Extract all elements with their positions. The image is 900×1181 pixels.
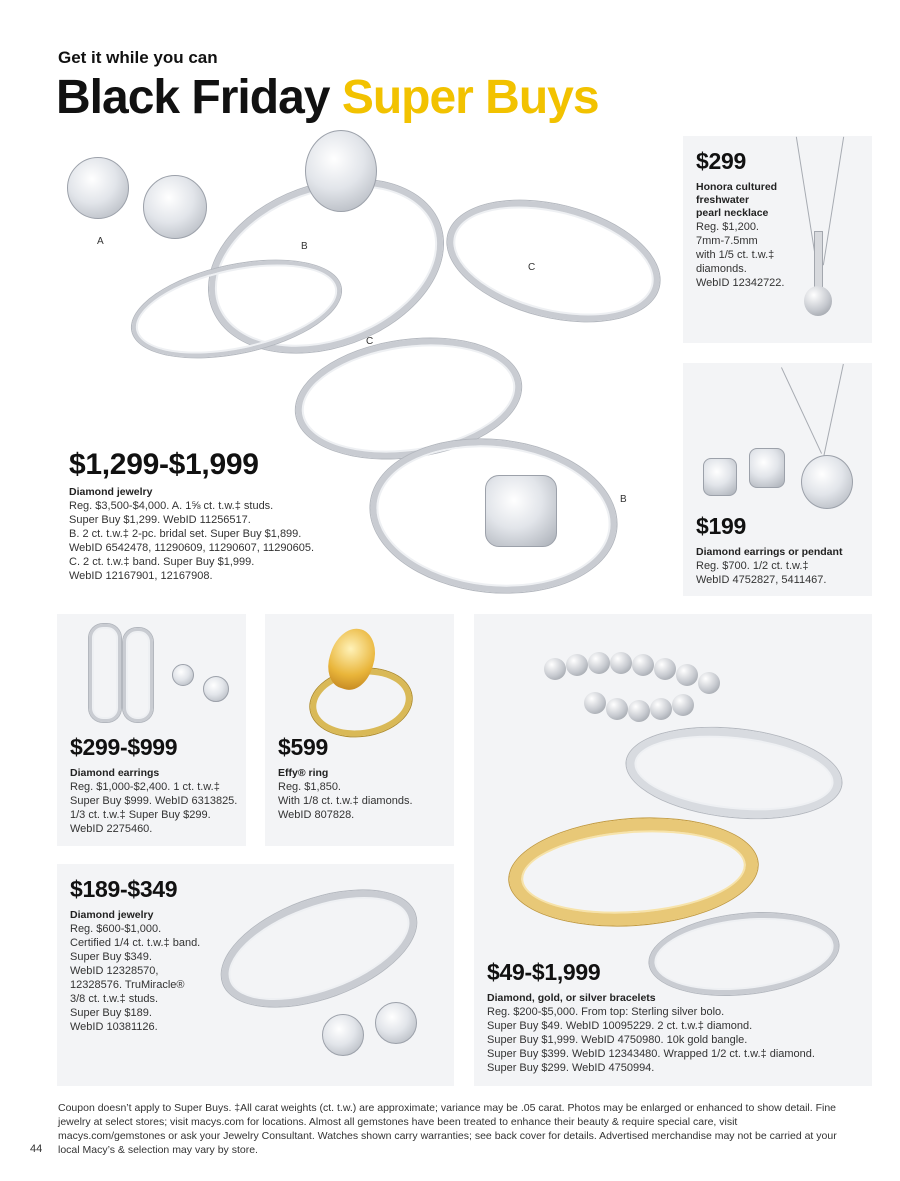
footer-disclaimer: Coupon doesn’t apply to Super Buys. ‡All carat weights (ct. t.w.) are approximate; variance may be .05 carat. Photos may be enlarged or enhanced to show detail. Fine jewelry at select stores; visit macys.com for locations. Almost all gemstones have been treated to enhance their beauty & require special care, visit macys.com/gemstones or ask your Jewelry Consultant. Watches shown carry warranties; see back cover for details. Advertised merchandise may not be carried at your local Macy’s & selection may vary by store. bbox=[58, 1102, 837, 1156]
diamond-jewelry-line: WebID 10381126. bbox=[70, 1021, 158, 1033]
earrings-pendant-panel bbox=[683, 363, 872, 596]
necklace-price: $299 bbox=[696, 148, 746, 174]
effy-ring-panel bbox=[265, 614, 454, 846]
pendant-chain-left bbox=[781, 367, 822, 454]
earrings-pendant-line: WebID 4752827, 5411467. bbox=[696, 574, 827, 586]
stud-earring-left bbox=[67, 157, 129, 219]
bracelets-line: Super Buy $299. WebID 4750994. bbox=[487, 1062, 655, 1074]
cluster-stud-right bbox=[203, 676, 229, 702]
hero-offer bbox=[69, 448, 389, 583]
effy-ring-line: WebID 807828. bbox=[278, 809, 355, 821]
diamond-earrings-line: Reg. $1,000-$2,400. 1 ct. t.w.‡ bbox=[70, 781, 220, 793]
effy-ring-offer bbox=[278, 734, 453, 822]
necklace-panel bbox=[683, 136, 872, 343]
diamond-jewelry-offer bbox=[70, 876, 220, 1034]
gold-bangle bbox=[506, 810, 762, 933]
pearl-bolo-bracelet bbox=[544, 644, 744, 724]
label-a: A bbox=[97, 236, 104, 247]
necklace-line: diamonds. bbox=[696, 263, 747, 275]
necklace-name-line: freshwater bbox=[696, 194, 750, 206]
hero-line: Super Buy $1,299. WebID 11256517. bbox=[69, 514, 251, 526]
necklace-chain-right bbox=[823, 137, 844, 266]
diamond-jewelry-price: $189-$349 bbox=[70, 876, 178, 902]
earrings-pendant-price: $199 bbox=[696, 513, 746, 539]
diamond-jewelry-line: Reg. $600-$1,000. bbox=[70, 923, 162, 935]
effy-ring-name: Effy® ring bbox=[278, 767, 329, 779]
eternity-band-upper bbox=[435, 180, 673, 341]
hero-line: WebID 12167901, 12167908. bbox=[69, 570, 213, 582]
bracelets-line: Super Buy $49. WebID 10095229. 2 ct. t.w.‡ diamond. bbox=[487, 1020, 753, 1032]
bracelets-name: Diamond, gold, or silver bracelets bbox=[487, 992, 656, 1004]
diamond-earrings-line: Super Buy $999. WebID 6313825. bbox=[70, 795, 238, 807]
hero-line: WebID 6542478, 11290609, 11290607, 11290605. bbox=[69, 542, 315, 554]
halo-earring-left bbox=[703, 458, 737, 496]
trumiracle-stud-left bbox=[322, 1014, 364, 1056]
bracelets-line: Super Buy $1,999. WebID 4750980. 10k gold bangle. bbox=[487, 1034, 748, 1046]
hero-line: B. 2 ct. t.w.‡ 2-pc. bridal set. Super Buy $1,899. bbox=[69, 528, 302, 540]
effy-ring-line: With 1/8 ct. t.w.‡ diamonds. bbox=[278, 795, 413, 807]
bracelets-line: Super Buy $399. WebID 12343480. Wrapped 1/2 ct. t.w.‡ diamond. bbox=[487, 1048, 815, 1060]
necklace-line: with 1/5 ct. t.w.‡ bbox=[696, 249, 775, 261]
halo-pendant bbox=[801, 455, 853, 509]
label-b-lower: B bbox=[620, 494, 627, 505]
diamond-tennis-bracelet bbox=[622, 718, 846, 828]
diamond-jewelry-name: Diamond jewelry bbox=[70, 909, 154, 921]
diamond-jewelry-line: Certified 1/4 ct. t.w.‡ band. bbox=[70, 937, 201, 949]
necklace-line: 7mm-7.5mm bbox=[696, 235, 758, 247]
effy-ring-price: $599 bbox=[278, 734, 328, 760]
earrings-pendant-offer bbox=[696, 513, 871, 587]
diamond-jewelry-line: Super Buy $189. bbox=[70, 1007, 152, 1019]
necklace-name-line: pearl necklace bbox=[696, 207, 769, 219]
diamond-jewelry-line: WebID 12328570, bbox=[70, 965, 159, 977]
diamond-jewelry-line: 3/8 ct. t.w.‡ studs. bbox=[70, 993, 159, 1005]
diamond-earrings-panel bbox=[57, 614, 246, 846]
necklace-name-line: Honora cultured bbox=[696, 181, 778, 193]
necklace-bar bbox=[814, 231, 823, 288]
diamond-jewelry-line: Super Buy $349. bbox=[70, 951, 152, 963]
bracelets-line: Reg. $200-$5,000. From top: Sterling silver bolo. bbox=[487, 1006, 725, 1018]
diamond-jewelry-panel bbox=[57, 864, 454, 1086]
label-b-top: B bbox=[301, 241, 308, 252]
earrings-pendant-name: Diamond earrings or pendant bbox=[696, 546, 843, 558]
necklace-offer bbox=[696, 148, 801, 290]
headline-part1: Black Friday bbox=[56, 71, 330, 124]
label-c-middle: C bbox=[366, 336, 374, 347]
earrings-pendant-line: Reg. $700. 1/2 ct. t.w.‡ bbox=[696, 560, 809, 572]
kicker: Get it while you can bbox=[58, 48, 218, 67]
cushion-center-stone bbox=[485, 475, 557, 547]
effy-ring-line: Reg. $1,850. bbox=[278, 781, 341, 793]
hero-product-name: Diamond jewelry bbox=[69, 486, 153, 498]
pendant-chain-right bbox=[823, 364, 844, 457]
bracelets-offer bbox=[487, 959, 867, 1075]
pear-center-stone bbox=[305, 130, 377, 212]
diamond-earrings-price: $299-$999 bbox=[70, 734, 178, 760]
halo-earring-right bbox=[749, 448, 785, 488]
diamond-jewelry-line: 12328576. TruMiracle® bbox=[70, 979, 185, 991]
diamond-earrings-line: WebID 2275460. bbox=[70, 823, 153, 835]
cluster-stud-left bbox=[172, 664, 194, 686]
headline-part2: Super Buys bbox=[341, 71, 599, 124]
diamond-earrings-name: Diamond earrings bbox=[70, 767, 160, 779]
diamond-earrings-offer bbox=[70, 734, 245, 836]
bracelets-price: $49-$1,999 bbox=[487, 959, 601, 985]
necklace-line: Reg. $1,200. bbox=[696, 221, 759, 233]
hero-line: Reg. $3,500-$4,000. A. 1⅝ ct. t.w.‡ studs. bbox=[69, 500, 274, 512]
label-c-right: C bbox=[528, 262, 536, 273]
hero-line: C. 2 ct. t.w.‡ band. Super Buy $1,999. bbox=[69, 556, 255, 568]
pearl-drop bbox=[804, 286, 832, 316]
hero-price: $1,299-$1,999 bbox=[69, 448, 259, 481]
bracelets-panel bbox=[474, 614, 872, 1086]
diamond-earrings-line: 1/3 ct. t.w.‡ Super Buy $299. bbox=[70, 809, 211, 821]
page-number: 44 bbox=[30, 1143, 43, 1155]
hoop-earring-left bbox=[89, 624, 121, 722]
necklace-line: WebID 12342722. bbox=[696, 277, 785, 289]
trumiracle-stud-right bbox=[375, 1002, 417, 1044]
hoop-earring-right bbox=[123, 628, 153, 722]
stud-earring-right bbox=[143, 175, 207, 239]
